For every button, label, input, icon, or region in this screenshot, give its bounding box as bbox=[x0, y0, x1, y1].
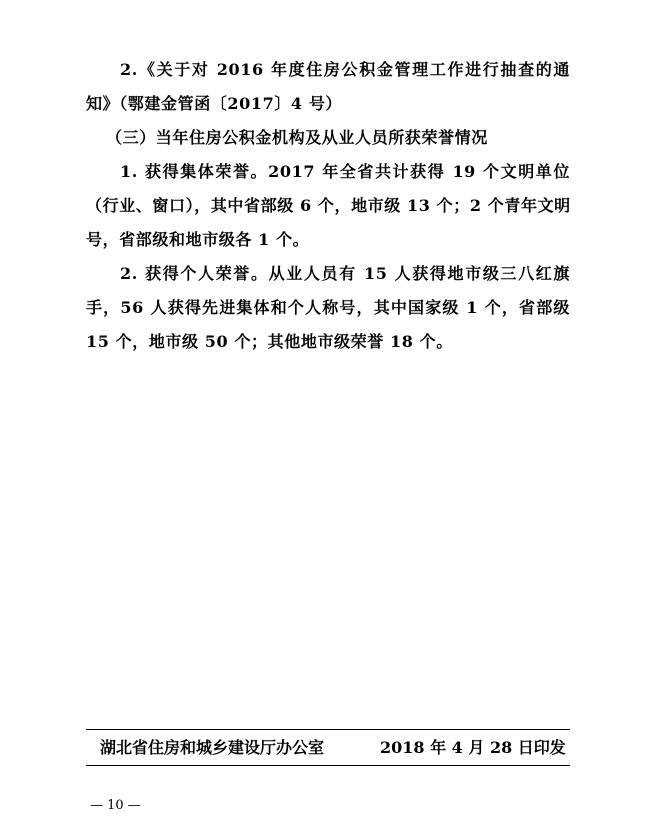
footer-bottom-rule bbox=[86, 765, 570, 766]
footer-top-rule bbox=[86, 729, 570, 730]
paragraph-line-4: 1. 获得集体荣誉。2017 年全省共计获得 19 个文明单位 bbox=[120, 162, 570, 181]
paragraph-line-8: 手，56 人获得先进集体和个人称号，其中国家级 1 个，省部级 bbox=[86, 298, 570, 317]
paragraph-line-1: 2.《关于对 2016 年度住房公积金管理工作进行抽查的通 bbox=[120, 60, 570, 79]
paragraph-line-9: 15 个，地市级 50 个；其他地市级荣誉 18 个。 bbox=[86, 332, 453, 351]
footer-date: 2018 年 4 月 28 日印发 bbox=[380, 738, 566, 757]
page-number: — 10 — bbox=[90, 798, 141, 813]
paragraph-line-2: 知》（鄂建金管函〔2017〕4 号） bbox=[86, 94, 343, 113]
footer-issuer: 湖北省住房和城乡建设厅办公室 bbox=[100, 738, 325, 757]
section-heading: （三）当年住房公积金机构及从业人员所获荣誉情况 bbox=[106, 128, 488, 147]
paragraph-line-5: （行业、窗口），其中省部级 6 个，地市级 13 个；2 个青年文明 bbox=[86, 196, 571, 215]
paragraph-line-7: 2. 获得个人荣誉。从业人员有 15 人获得地市级三八红旗 bbox=[120, 264, 570, 283]
paragraph-line-6: 号，省部级和地市级各 1 个。 bbox=[86, 230, 310, 249]
